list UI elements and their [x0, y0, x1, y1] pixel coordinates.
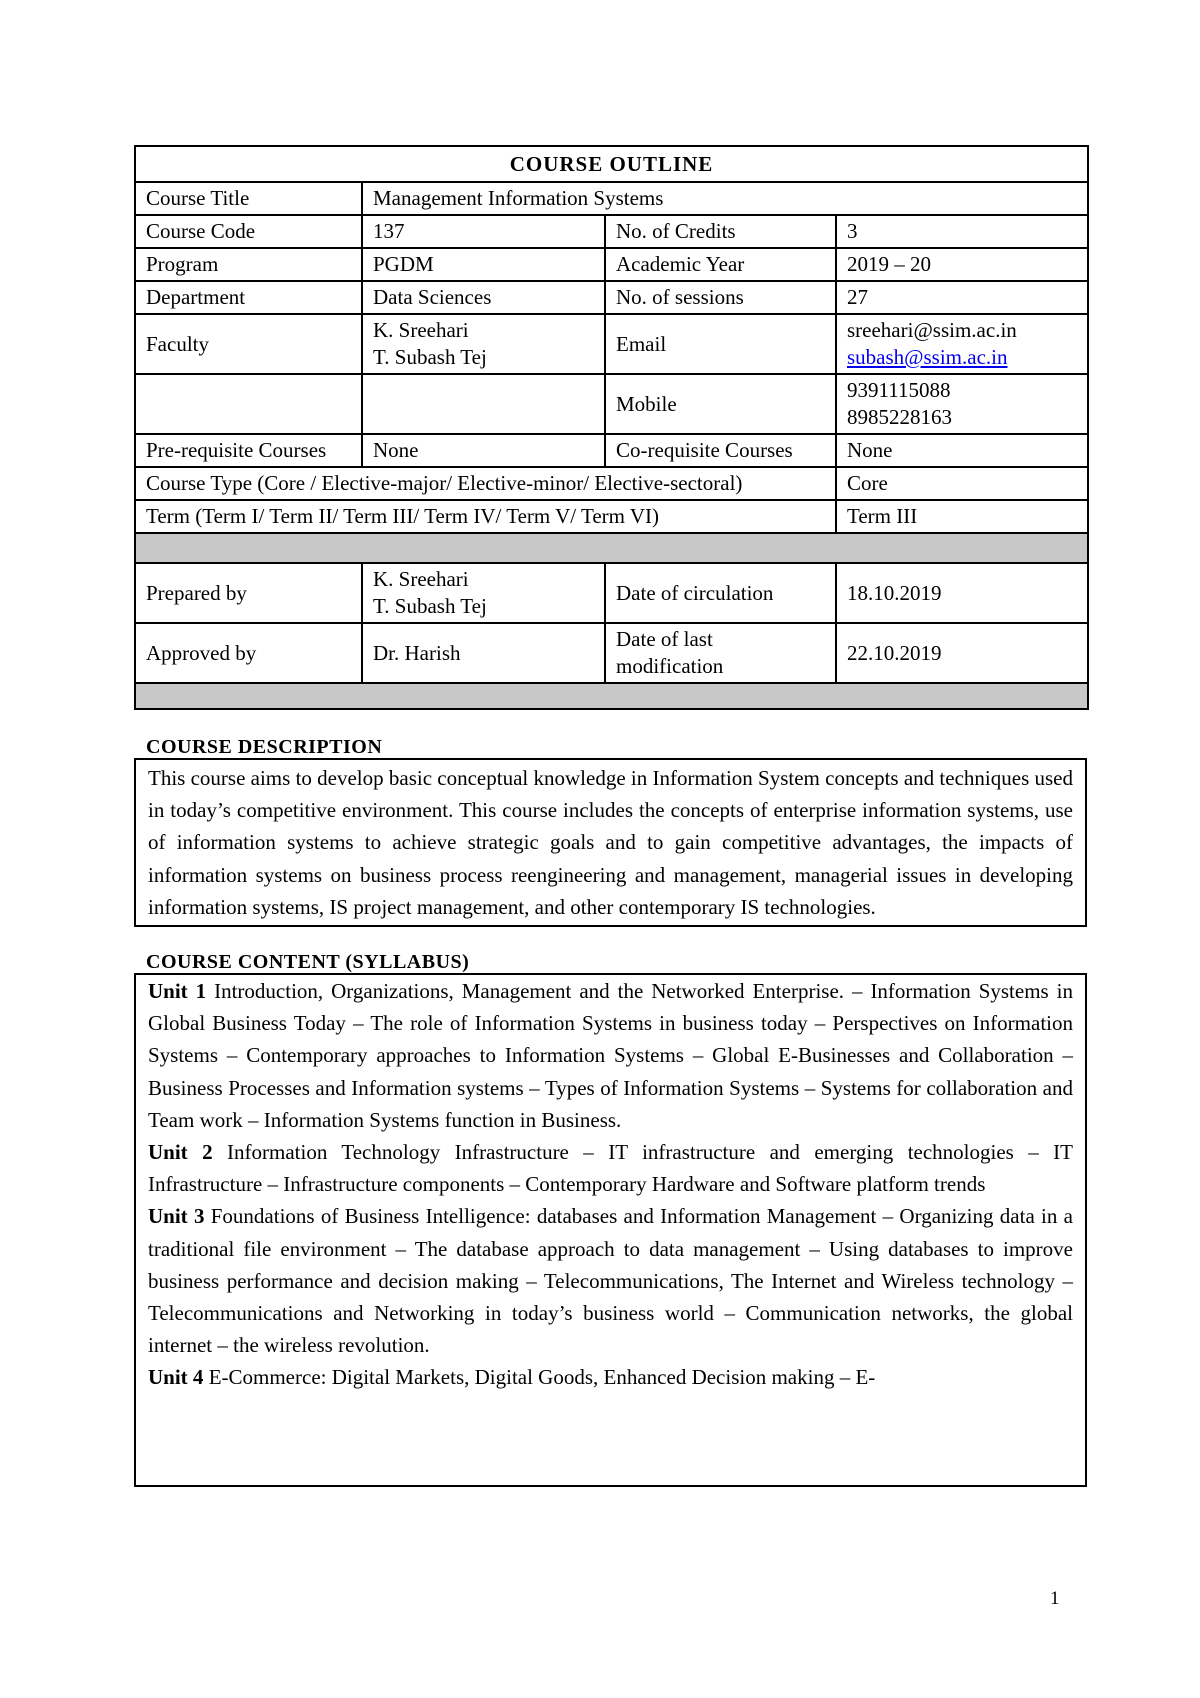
term-label: Term (Term I/ Term II/ Term III/ Term IV/ Term V/ Term VI) [135, 500, 836, 533]
department-label: Department [135, 281, 362, 314]
prereq-label: Pre-requisite Courses [135, 434, 362, 467]
credits-value: 3 [836, 215, 1088, 248]
course-outline-table [134, 145, 1089, 710]
term-value: Term III [836, 500, 1088, 533]
program-label: Program [135, 248, 362, 281]
separator-row [135, 683, 1088, 709]
unit-2 [148, 1136, 1073, 1200]
course-code-label: Course Code [135, 215, 362, 248]
separator-row [135, 533, 1088, 563]
email-1: sreehari@ssim.ac.in [847, 318, 1017, 342]
unit-text: Introduction, Organizations, Management and the Networked Enterprise. – Information Systems in Global Business Today – The role of Information Systems in business today – Perspectives on Information Systems – Contemporary approaches to Information Systems – Global E-Businesses and Collaboration – Business Processes and Information systems – Types of Information Systems – Systems for collaboration and Team work – Information Systems function in Business. [148, 979, 1074, 1132]
unit-label: Unit 3 [148, 1204, 205, 1229]
program-value: PGDM [362, 248, 605, 281]
academic-year-label: Academic Year [605, 248, 836, 281]
course-outline-heading: COURSE OUTLINE [135, 146, 1088, 182]
empty-cell [135, 374, 362, 434]
prepared-name-1: K. Sreehari [373, 567, 469, 591]
course-content-heading: COURSE CONTENT (SYLLABUS) [146, 951, 470, 974]
document-page [134, 145, 1087, 1487]
unit-text: Information Technology Infrastructure – IT infrastructure and emerging technologies – IT Infrastructure – Infrastructure components – Contemporary Hardware and Software platform trends [148, 1140, 1073, 1197]
course-description-box [134, 758, 1087, 927]
unit-label: Unit 4 [148, 1365, 204, 1390]
course-description-heading: COURSE DESCRIPTION [146, 736, 383, 758]
course-type-label: Course Type (Core / Elective-major/ Elective-minor/ Elective-sectoral) [135, 467, 836, 500]
faculty-label: Faculty [135, 314, 362, 374]
email-2-link[interactable]: subash@ssim.ac.in [847, 345, 1008, 369]
course-content-box [134, 973, 1087, 1487]
prepared-label: Prepared by [135, 563, 362, 623]
modification-label: Date of last modification [605, 623, 836, 683]
email-label: Email [605, 314, 836, 374]
approved-value: Dr. Harish [362, 623, 605, 683]
unit-1 [148, 975, 1073, 1136]
circulation-label: Date of circulation [605, 563, 836, 623]
empty-cell [362, 374, 605, 434]
sessions-value: 27 [836, 281, 1088, 314]
unit-4 [148, 1361, 1073, 1393]
course-title-label: Course Title [135, 182, 362, 215]
email-value [836, 314, 1088, 374]
prepared-name-2: T. Subash Tej [373, 594, 487, 618]
unit-text: E-Commerce: Digital Markets, Digital Goods, Enhanced Decision making – E- [208, 1365, 876, 1390]
course-title-value: Management Information Systems [362, 182, 1088, 215]
prereq-value: None [362, 434, 605, 467]
unit-3 [148, 1200, 1073, 1361]
circulation-value: 18.10.2019 [836, 563, 1088, 623]
coreq-value: None [836, 434, 1088, 467]
mobile-label: Mobile [605, 374, 836, 434]
prepared-value [362, 563, 605, 623]
mobile-1: 9391115088 [847, 378, 951, 402]
coreq-label: Co-requisite Courses [605, 434, 836, 467]
unit-label: Unit 2 [148, 1140, 213, 1165]
academic-year-value: 2019 – 20 [836, 248, 1088, 281]
modification-value: 22.10.2019 [836, 623, 1088, 683]
course-code-value: 137 [362, 215, 605, 248]
faculty-name-1: K. Sreehari [373, 318, 469, 342]
credits-label: No. of Credits [605, 215, 836, 248]
page-number: 1 [1050, 1588, 1060, 1609]
mobile-2: 8985228163 [847, 405, 952, 429]
faculty-name-2: T. Subash Tej [373, 345, 487, 369]
course-type-value: Core [836, 467, 1088, 500]
course-description-text: This course aims to develop basic conceptual knowledge in Information System concepts and techniques used in today’s competitive environment. This course includes the concepts of enterprise information systems, use of information systems to achieve strategic goals and to gain competitive advantages, the impacts of information systems on business process reengineering and management, managerial issues in developing information systems, IS project management, and other contemporary IS technologies. [148, 766, 1073, 919]
sessions-label: No. of sessions [605, 281, 836, 314]
department-value: Data Sciences [362, 281, 605, 314]
approved-label: Approved by [135, 623, 362, 683]
faculty-value [362, 314, 605, 374]
unit-text: Foundations of Business Intelligence: databases and Information Management – Organizing data in a traditional file environment – The database approach to data management – Using databases to improve business performance and decision making – Telecommunications, The Internet and Wireless technology – Telecommunications and Networking in today’s business world – Communication networks, the global internet – the wireless revolution. [148, 1204, 1073, 1358]
mobile-value [836, 374, 1088, 434]
unit-label: Unit 1 [148, 979, 207, 1004]
